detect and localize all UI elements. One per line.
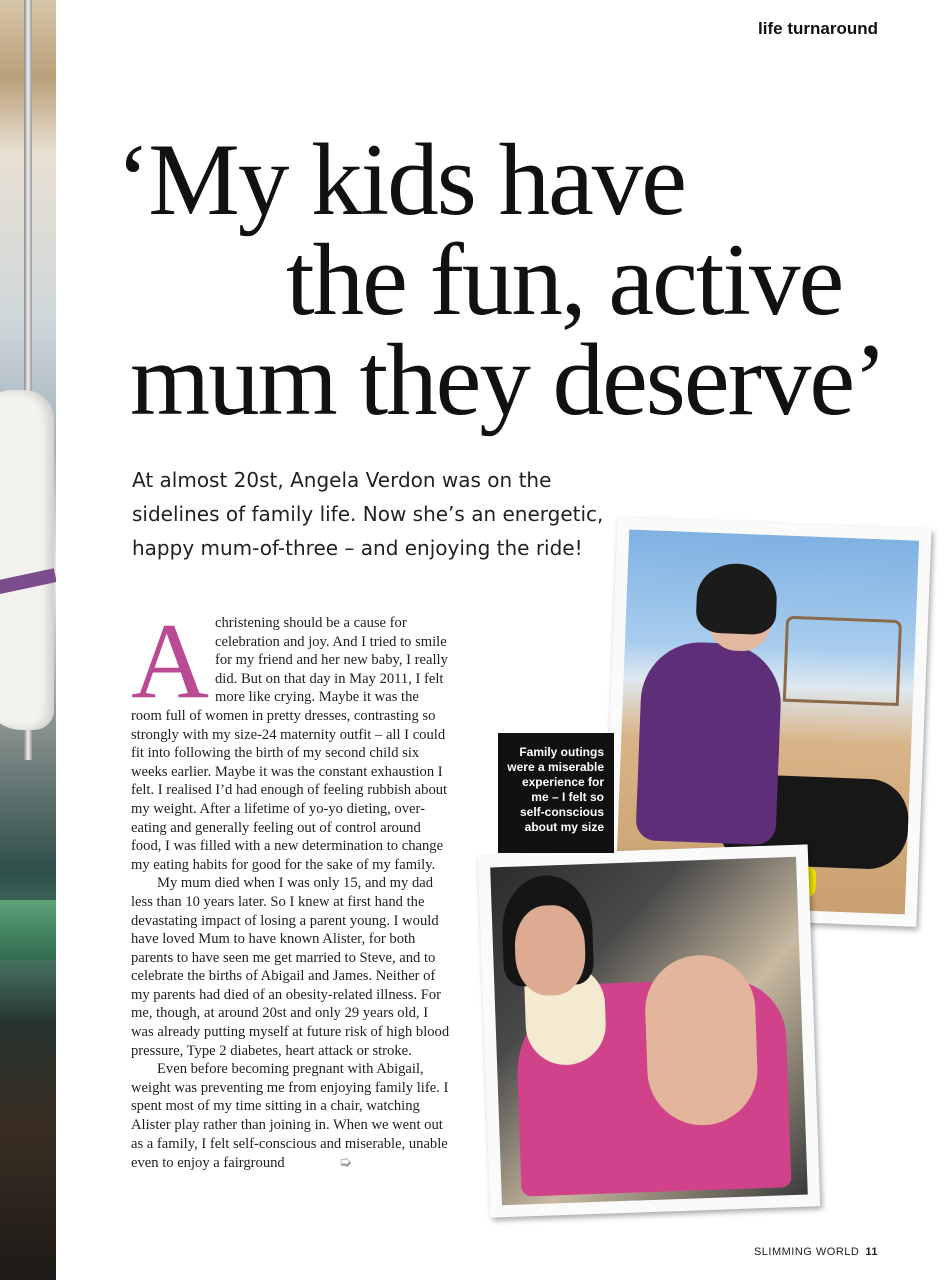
caption-line-4: me – I felt so (531, 790, 604, 804)
standfirst-line-2: sidelines of family life. Now she’s an energetic, (132, 502, 604, 526)
paragraph-2: My mum died when I was only 15, and my dad less than 10 years later. So I knew at first hand the devastating impact of losing a parent young. I would have loved Mum to have known Alister, for both parents to have seen me get married to Steve, and to celebrate the births of Abigail and James. Neither of my parents had died of an obesity-related illness. For me, though, at around 20st and only 29 years old, I was already putting myself at future risk of high blood pressure, Type 2 diabetes, heart attack or stroke. (131, 875, 450, 1059)
publication-name: SLIMMING WORLD (753, 1246, 860, 1258)
standfirst-line-3: happy mum-of-three – and enjoying the ride! (132, 536, 583, 560)
standfirst (132, 463, 612, 565)
photo-pink-top (478, 844, 820, 1217)
photo-caption (498, 733, 614, 853)
photo-pink-top-image (490, 857, 808, 1205)
headline-line-1: ‘My kids have (116, 123, 686, 237)
carousel-horse (0, 390, 54, 730)
caption-line-3: experience for (521, 775, 604, 789)
headline (108, 123, 908, 437)
standfirst-line-1: At almost 20st, Angela Verdon was on the (132, 468, 552, 492)
continue-arrow-icon: ➭ (338, 1152, 353, 1172)
carousel-photo-strip (0, 0, 56, 1280)
headline-line-3: mum they deserve’ (130, 323, 886, 437)
paragraph-3 (131, 1060, 451, 1173)
caption-line-1: Family outings (519, 745, 604, 759)
caption-line-2: were a miserable (507, 760, 604, 774)
figure-face (514, 904, 587, 996)
paragraph-1 (131, 602, 451, 874)
fairground-ride (783, 616, 902, 706)
paragraph-3-text: Even before becoming pregnant with Abigail, weight was preventing me from enjoying family life. I spent most of my time sitting in a chair, watching Alister play rather than joining in. When we went out as a family, I felt self-conscious and miserable, unable even to enjoy a fairground (131, 1061, 449, 1172)
paragraph-1-text: christening should be a cause for celebration and joy. And I tried to smile for my friend and her new baby, I really did. But on that day in May 2011, I felt more like crying. Maybe it was the room full of women in pretty dresses, contrasting so strongly with my size-24 maternity outfit – all I could fit into following the birth of my second child six weeks earlier. Maybe it was the constant exhaustion I felt. I realised I’d had enough of feeling rubbish about my weight. After a lifetime of yo-yo dieting, over-eating and generally feeling out of control around food, I was filled with a new determination to change my eating habits for good for the sake of my family. (131, 615, 448, 873)
page-number: 11 (865, 1246, 878, 1258)
headline-line-2: the fun, active (286, 223, 843, 337)
caption-line-5: self-conscious (519, 805, 604, 819)
page-footer (754, 1246, 878, 1258)
section-label: life turnaround (758, 19, 878, 38)
figure-arm (643, 953, 759, 1127)
article-body (131, 602, 451, 1173)
figure-hair (695, 562, 778, 635)
figure-body (635, 640, 783, 845)
caption-line-6: about my size (524, 820, 604, 834)
carousel-base (0, 900, 56, 960)
drop-cap: A (131, 602, 209, 721)
